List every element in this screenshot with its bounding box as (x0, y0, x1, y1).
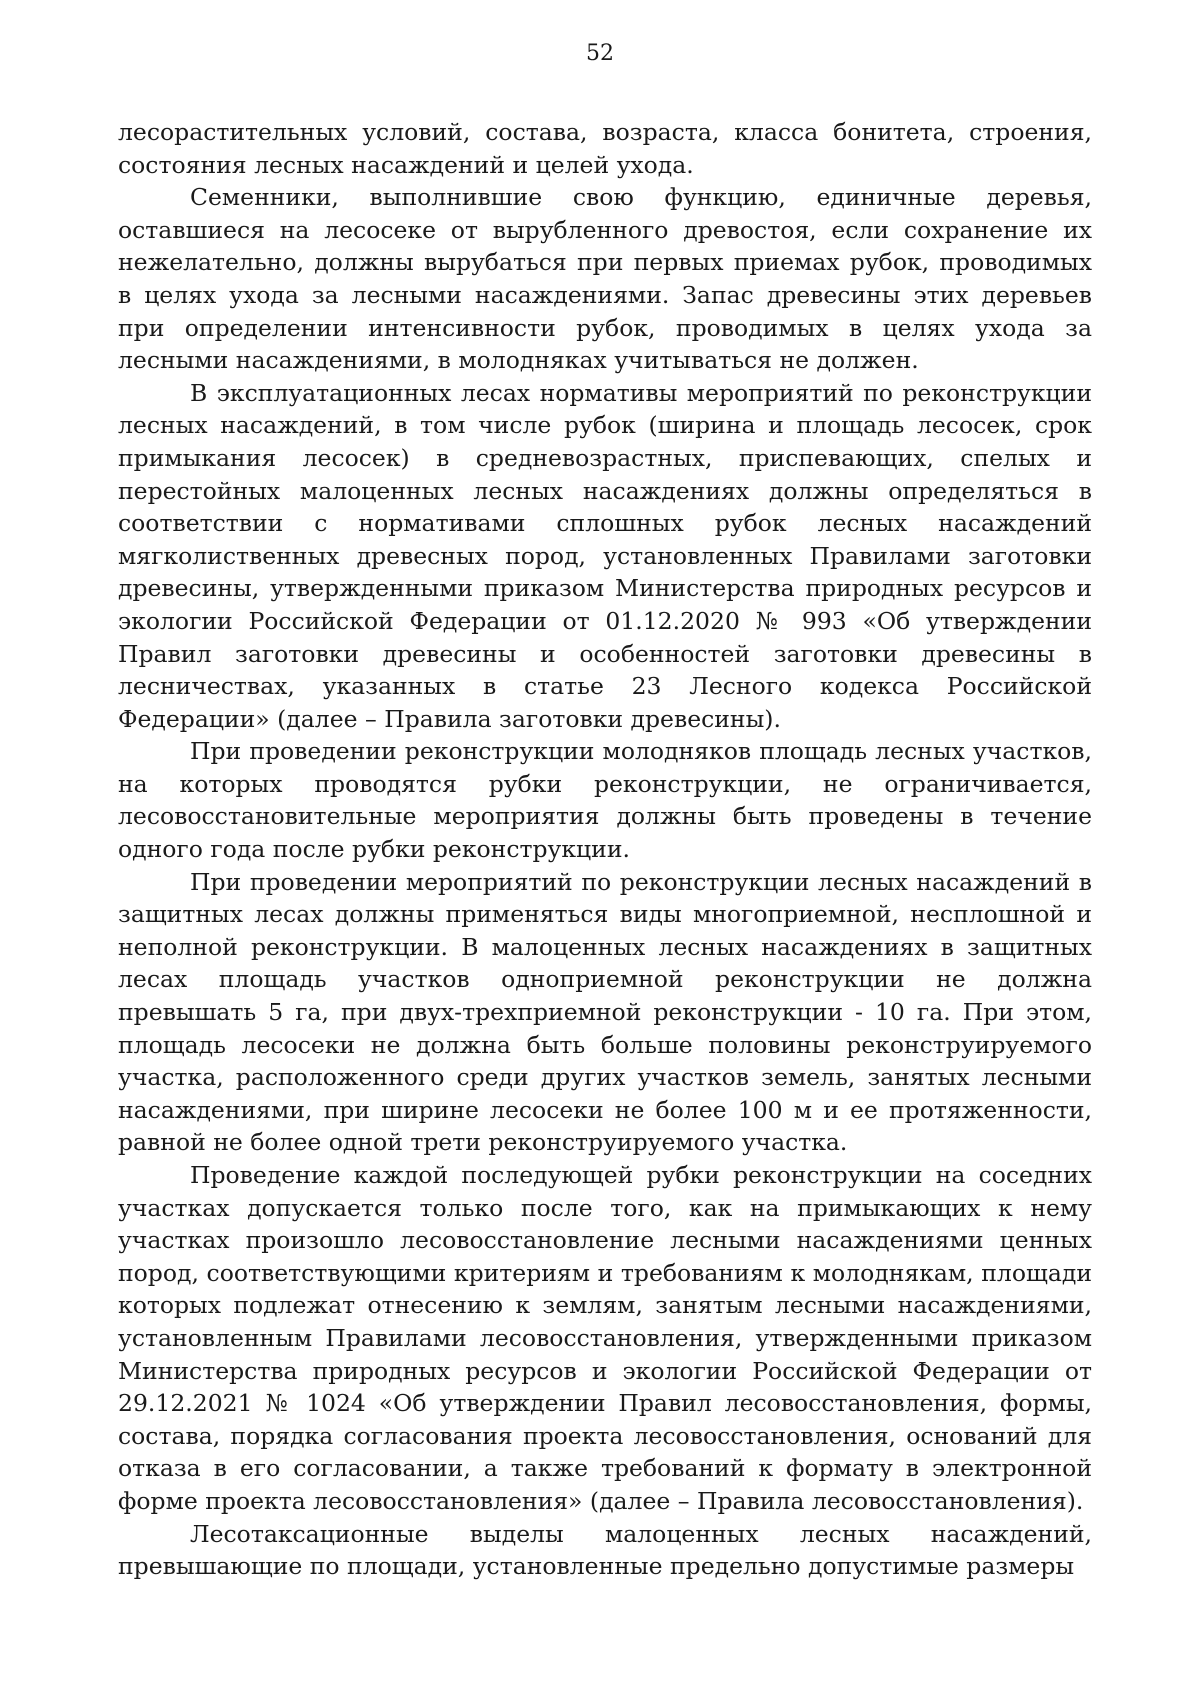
paragraph-subsequent-felling: Проведение каждой последующей рубки реконструкции на соседних участках допускается только после того, как на примыкающих к нему участках произошло лесовосстановление лесными насаждениями ценных пород, соответствующими критериям и требованиям к молоднякам, площади которых подлежат отнесению к землям, занятым лесными насаждениями, установленным Правилами лесовосстановления, утвержденными приказом Министерства природных ресурсов и экологии Российской Федерации от 29.12.2021 № 1024 «Об утверждении Правил лесовосстановления, формы, состава, порядка согласования проекта лесовосстановления, оснований для отказа в его согласовании, а также требований к формату в электронной форме проекта лесовосстановления» (далее – Правила лесовосстановления). (118, 1161, 1092, 1515)
page-number: 52 (586, 41, 614, 66)
paragraph-young-stands-reconstruction: При проведении реконструкции молодняков площадь лесных участков, на которых проводятся рубки реконструкции, не ограничивается, лесовосстановительные мероприятия должны быть проведены в течение одного года после рубки реконструкции. (118, 737, 1092, 864)
paragraph-exploitation-forests: В эксплуатационных лесах нормативы мероприятий по реконструкции лесных насаждений, в том числе рубок (ширина и площадь лесосек, срок примыкания лесосек) в средневозрастных, приспевающих, спелых и перестойных малоценных лесных насаждениях должны определяться в соответствии с нормативами сплошных рубок лесных насаждений мягколиственных древесных пород, установленных Правилами заготовки древесины, утвержденными приказом Министерства природных ресурсов и экологии Российской Федерации от 01.12.2020 № 993 «Об утверждении Правил заготовки древесины и особенностей заготовки древесины в лесничествах, указанных в статье 23 Лесного кодекса Российской Федерации» (далее – Правила заготовки древесины). (118, 378, 1092, 733)
document-body (118, 116, 1092, 1583)
paragraph-continued: лесорастительных условий, состава, возраста, класса бонитета, строения, состояния лесных насаждений и целей ухода. (118, 118, 1092, 179)
paragraph-protective-forests: При проведении мероприятий по реконструкции лесных насаждений в защитных лесах должны применяться виды многоприемной, несплошной и неполной реконструкции. В малоценных лесных насаждениях в защитных лесах площадь участков одноприемной реконструкции не должна превышать 5 га, при двух-трехприемной реконструкции - 10 га. При этом, площадь лесосеки не должна быть больше половины реконструируемого участка, расположенного среди других участков земель, занятых лесными насаждениями, при ширине лесосеки не более 100 м и ее протяженности, равной не более одной трети реконструируемого участка. (118, 867, 1092, 1157)
paragraph-seed-trees: Семенники, выполнившие свою функцию, единичные деревья, оставшиеся на лесосеке от вырубленного древостоя, если сохранение их нежелательно, должны вырубаться при первых приемах рубок, проводимых в целях ухода за лесными насаждениями. Запас древесины этих деревьев при определении интенсивности рубок, проводимых в целях ухода за лесными насаждениями, в молодняках учитываться не должен. (118, 183, 1092, 375)
paragraph-taxation-units: Лесотаксационные выделы малоценных лесных насаждений, превышающие по площади, установленные предельно допустимые размеры (118, 1519, 1092, 1581)
